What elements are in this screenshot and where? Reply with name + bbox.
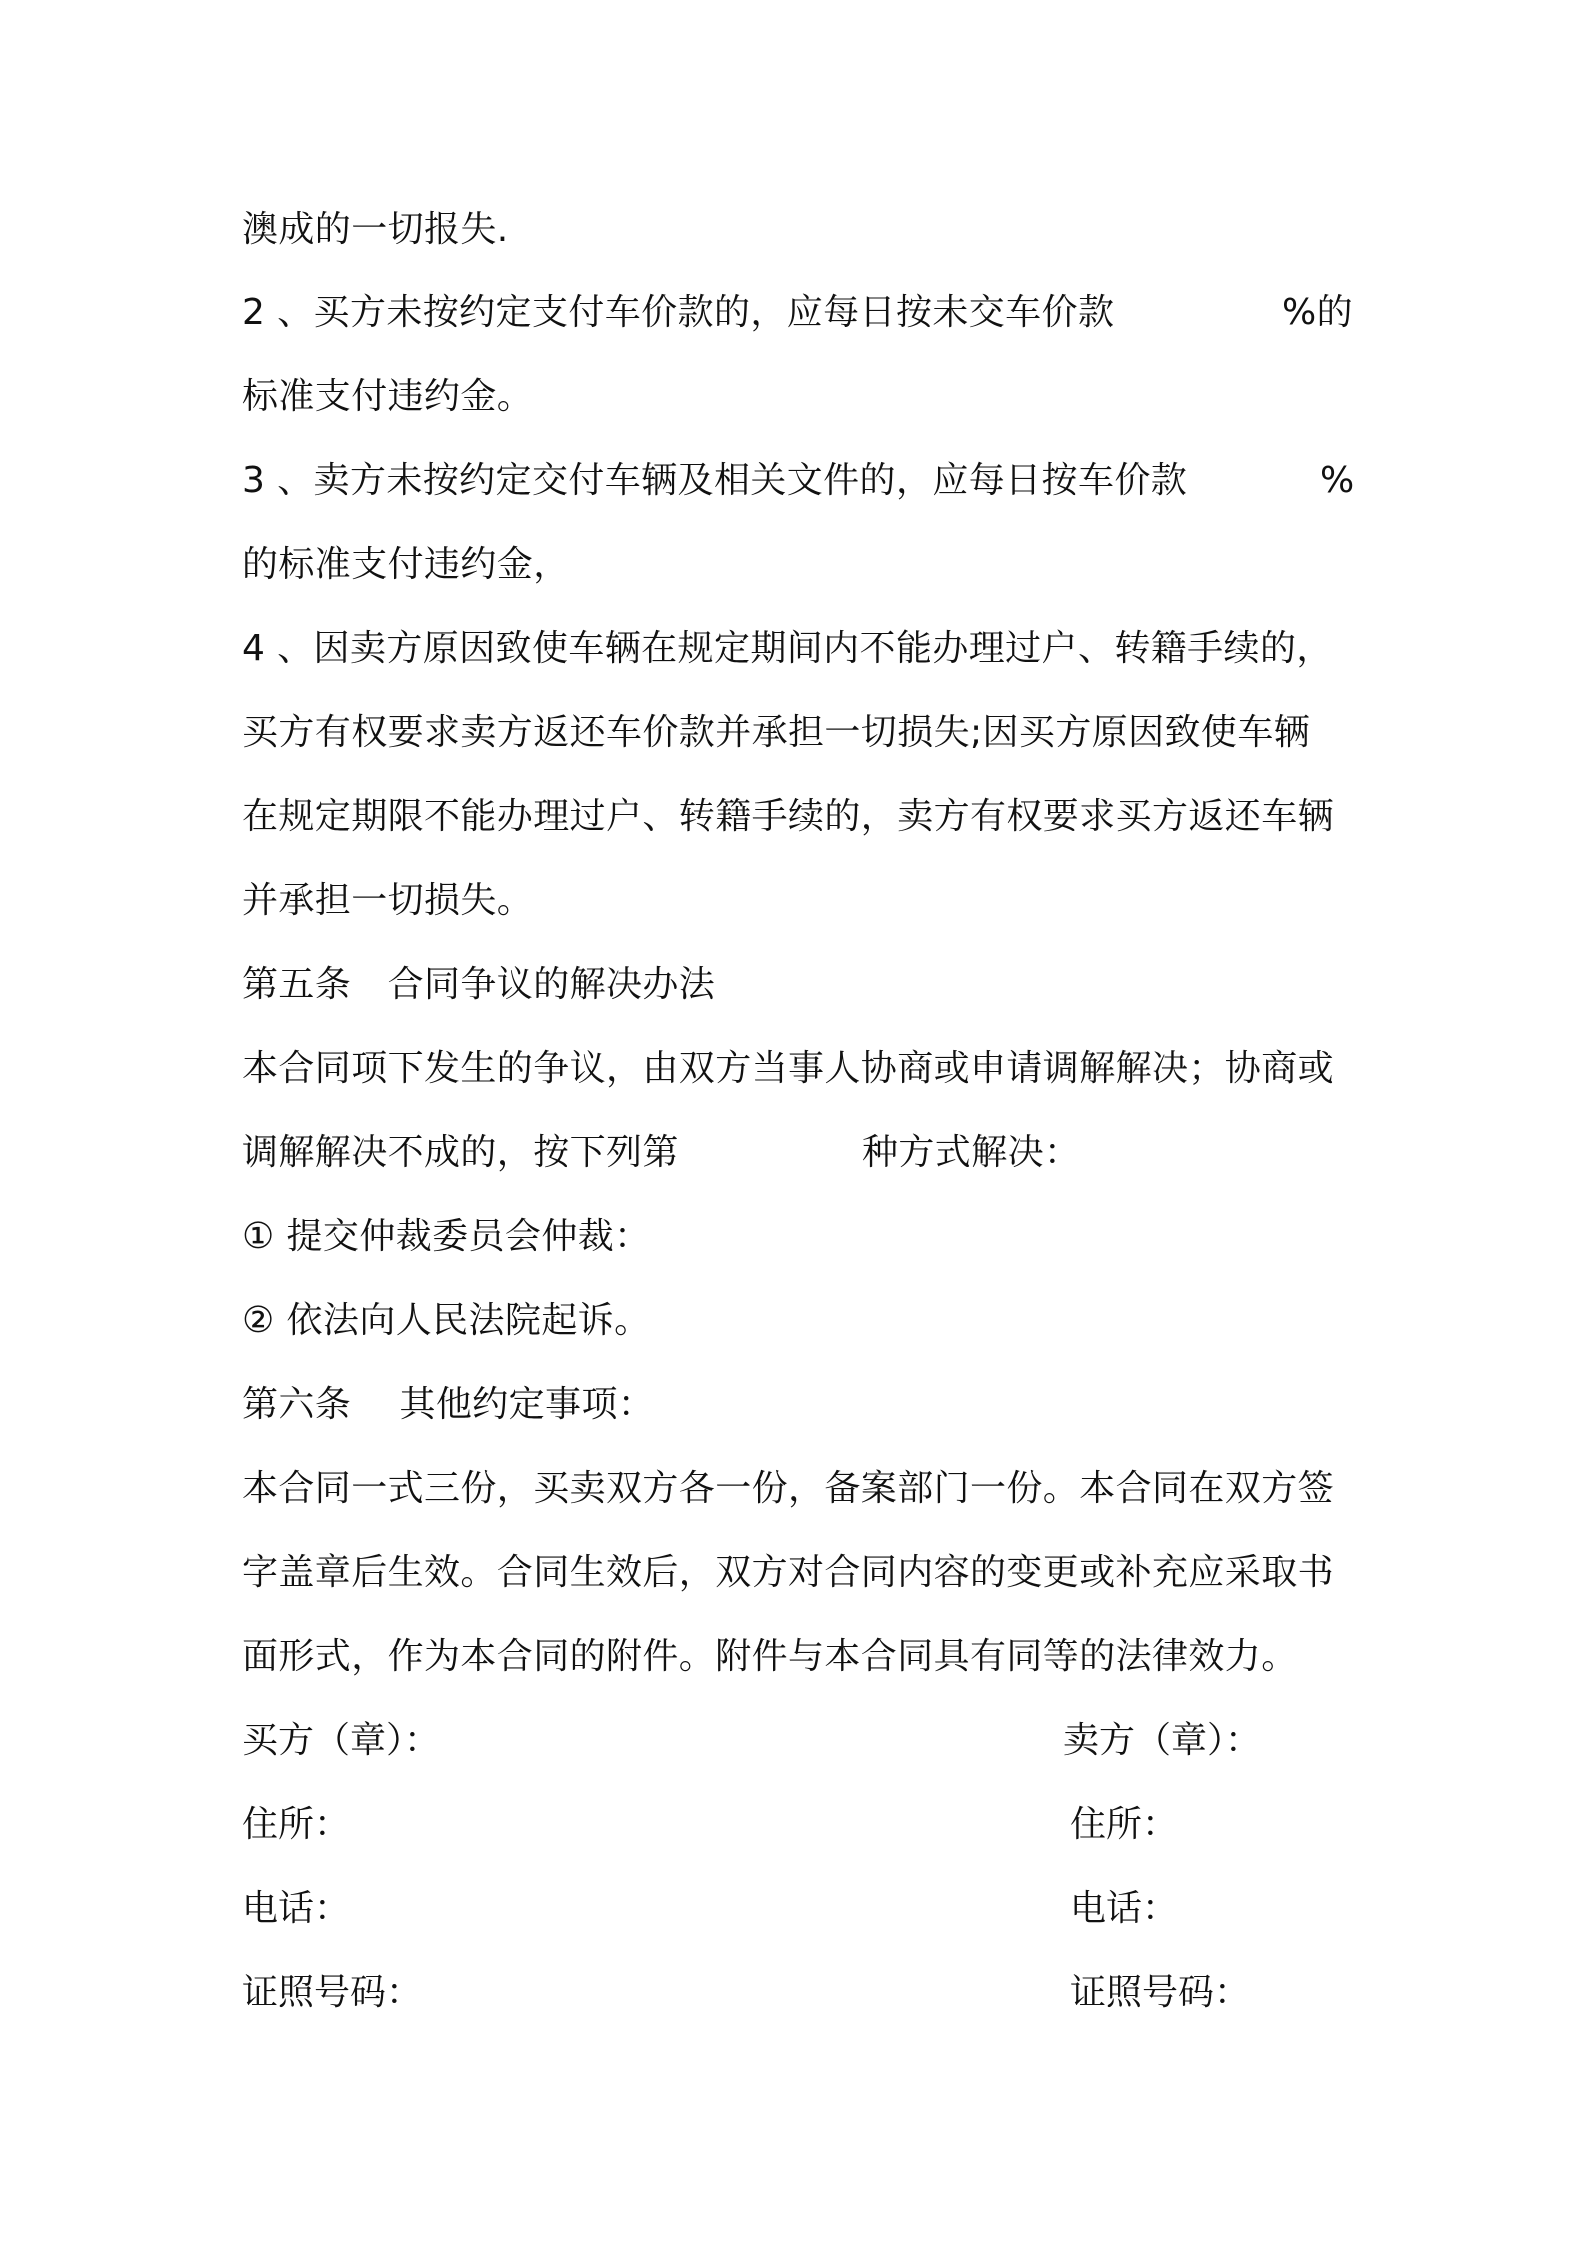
text: 的标准支付违约金，: [242, 544, 570, 585]
text: 字盖章后生效。合同生效后，双方对合同内容的变更或补充应采取书: [242, 1552, 1335, 1593]
text: 调解解决不成的，按下列第: [242, 1132, 679, 1173]
article-6-heading: [242, 1383, 654, 1427]
text-line-7: [242, 711, 1310, 755]
text-line-5: [242, 543, 570, 587]
seller-address-label: 住所：: [1070, 1804, 1179, 1845]
buyer-address-label: 住所：: [242, 1804, 351, 1845]
buyer-phone-label: 电话：: [242, 1888, 351, 1929]
buyer-id-label: 证照号码：: [242, 1972, 423, 2013]
option-2: [242, 1299, 651, 1343]
text-line-1: [242, 208, 509, 252]
text: 并承担一切损失。: [242, 880, 534, 921]
percent-suffix: %: [1320, 460, 1355, 501]
text: 本合同项下发生的争议，由双方当事人协商或申请调解解决；协商或: [242, 1048, 1335, 1089]
text-line-8: [242, 795, 1334, 839]
text: 澳成的一切报失.: [242, 209, 509, 250]
text-line-6: [242, 627, 1333, 671]
text-line-17: [242, 1551, 1334, 1595]
heading-text: 第六条 其他约定事项：: [242, 1384, 655, 1425]
text-line-16: [242, 1467, 1334, 1511]
text: 买方有权要求卖方返还车价款并承担一切损失;因买方原因致使车辆: [242, 712, 1311, 753]
text-line-18: [242, 1635, 1298, 1679]
clause-4-text: 4 、因卖方原因致使车辆在规定期间内不能办理过户、转籍手续的，: [242, 628, 1333, 669]
text: ② 依法向人民法院起诉。: [242, 1300, 651, 1341]
percent-suffix: %的: [1282, 292, 1354, 333]
text: 标准支付违约金。: [242, 376, 534, 417]
text-line-9: [242, 879, 533, 923]
text-line-4: [242, 459, 1357, 503]
seller-seal-label: 卖方（章）：: [1063, 1720, 1262, 1761]
clause-3-text: 3 、卖方未按约定交付车辆及相关文件的，应每日按车价款: [242, 460, 1188, 501]
text: ① 提交仲裁委员会仲裁：: [242, 1216, 651, 1257]
article-5-heading: [242, 963, 715, 1007]
text-line-11: [242, 1047, 1334, 1091]
text-suffix: 种方式解决：: [862, 1132, 1081, 1173]
option-1: [242, 1215, 651, 1259]
text: 面形式，作为本合同的附件。附件与本合同具有同等的法律效力。: [242, 1636, 1298, 1677]
text-line-3: [242, 375, 533, 419]
text-line-12: [242, 1131, 1357, 1175]
seller-id-label: 证照号码：: [1070, 1972, 1251, 2013]
buyer-seal-label: 买方（章）：: [242, 1720, 441, 1761]
seller-phone-label: 电话：: [1070, 1888, 1179, 1929]
text-line-2: [242, 291, 1357, 335]
text: 本合同一式三份，买卖双方各一份，备案部门一份。本合同在双方签: [242, 1468, 1335, 1509]
text: 在规定期限不能办理过户、转籍手续的，卖方有权要求买方返还车辆: [242, 796, 1335, 837]
clause-2-text: 2 、买方未按约定支付车价款的，应每日按未交车价款: [242, 292, 1115, 333]
heading-text: 第五条 合同争议的解决办法: [242, 964, 716, 1005]
